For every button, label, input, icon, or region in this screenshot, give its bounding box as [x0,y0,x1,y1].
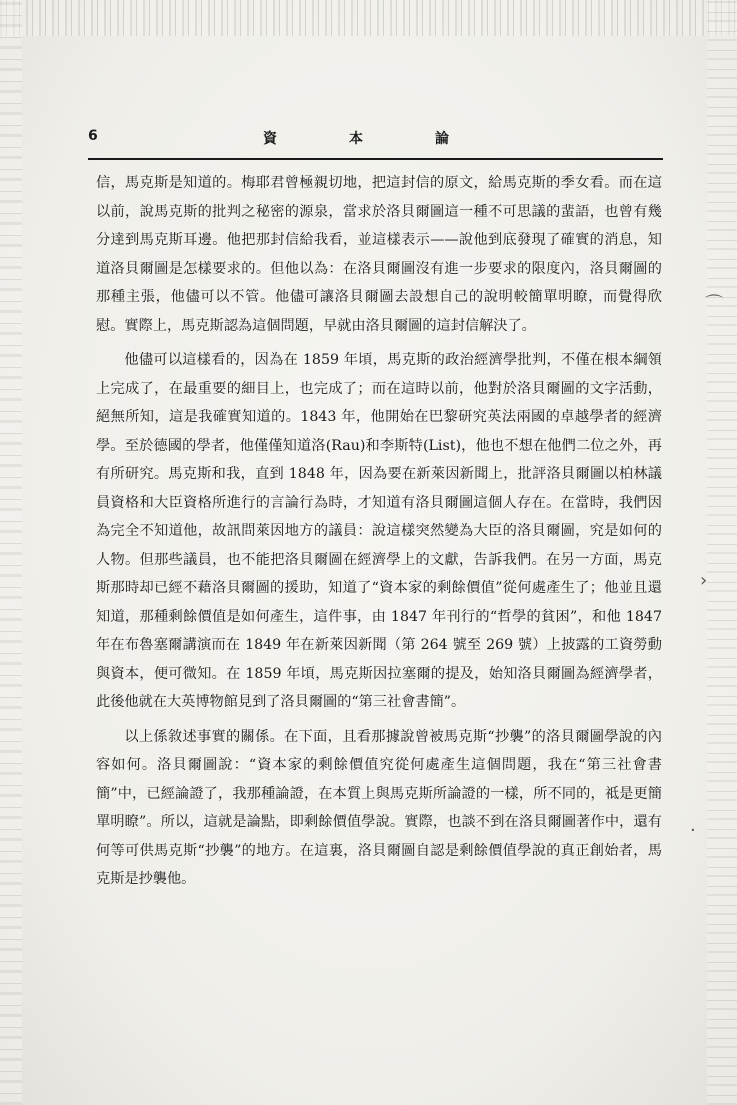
scan-noise-left [0,0,22,1105]
paragraph-2: 他儘可以這樣看的，因為在 1859 年頃，馬克斯的政治經濟學批判，不僅在根本綱領上完成了，在最重要的細目上，也完成了；而在這時以前，他對於洛貝爾圖的文字活動，絕無所知，這是我確實知道的。1843 年，他開始在巴黎研究英法兩國的卓越學者的經濟學。至於德國的學者，他僅僅知道洛(Rau)和李斯特(List)，他也不想在他們二位之外，再有所研究。馬克斯和我，直到 1848 年，因為要在新萊因新聞上，批評洛貝爾圖以柏林議員資格和大臣資格所進行的言論行為時，才知道有洛貝爾圖這個人存在。在當時，我們因為完全不知道他，故訊問萊因地方的議員：說這樣突然變為大臣的洛貝爾圖，究是如何的人物。但那些議員，也不能把洛貝爾圖在經濟學上的文獻，告訴我們。在另一方面，馬克斯那時却已經不藉洛貝爾圖的援助，知道了“資本家的剩餘價值”從何處產生了；他並且還知道，那種剩餘價值是如何產生，這件事，由 1847 年刊行的“哲學的貧困”，和他 1847 年在布魯塞爾講演而在 1849 年在新萊因新聞（第 264 號至 269 號）上披露的工資勞動與資本，便可微知。在 1859 年頃，馬克斯因拉塞爾的提及，始知洛貝爾圖為經濟學者，此後他就在大英博物館見到了洛貝爾圖的“第三社會書簡”。 [96,352,662,710]
page-header [88,128,660,154]
margin-smudge: · [690,820,696,841]
margin-smudge: › [700,570,708,591]
header-rule [88,158,663,160]
margin-smudge: ⌒ [705,294,723,315]
running-title: 資本論 [263,131,521,147]
page-number: 6 [88,128,98,144]
paragraph-3: 以上係敘述事實的關係。在下面，且看那據說曾被馬克斯“抄襲”的洛貝爾圖學說的內容如何。洛貝爾圖說：“資本家的剩餘價值究從何處產生這個問題，我在“第三社會書簡”中，已經論證了，我那種論證，在本質上與馬克斯所論證的一樣，所不同的，祗是更簡單明瞭”。所以，這就是論點，即剩餘價值學說。實際，也談不到在洛貝爾圖著作中，還有何等可供馬克斯“抄襲”的地方。在這裏，洛貝爾圖自認是剩餘價值學說的真正創始者，馬克斯是抄襲他。 [96,728,662,887]
paragraph-1: 信，馬克斯是知道的。梅耶君曾極親切地，把這封信的原文，給馬克斯的季女看。而在這以前，說馬克斯的批判之秘密的源泉，當求於洛貝爾圖這一種不可思議的蜚語，也曾有幾分達到馬克斯耳邊。他把那封信給我看，並這樣表示——說他到底發現了確實的消息，知道洛貝爾圖是怎樣要求的。但他以為：在洛貝爾圖沒有進一步要求的限度內，洛貝爾圖的那種主張，他儘可以不管。他儘可讓洛貝爾圖去設想自己的說明較簡單明瞭，而覺得欣慰。實際上，馬克斯認為這個問題，早就由洛貝爾圖的這封信解決了。 [96,175,662,334]
scan-noise-right [707,0,737,1105]
scan-noise-top [0,0,737,36]
body-text [96,169,662,894]
